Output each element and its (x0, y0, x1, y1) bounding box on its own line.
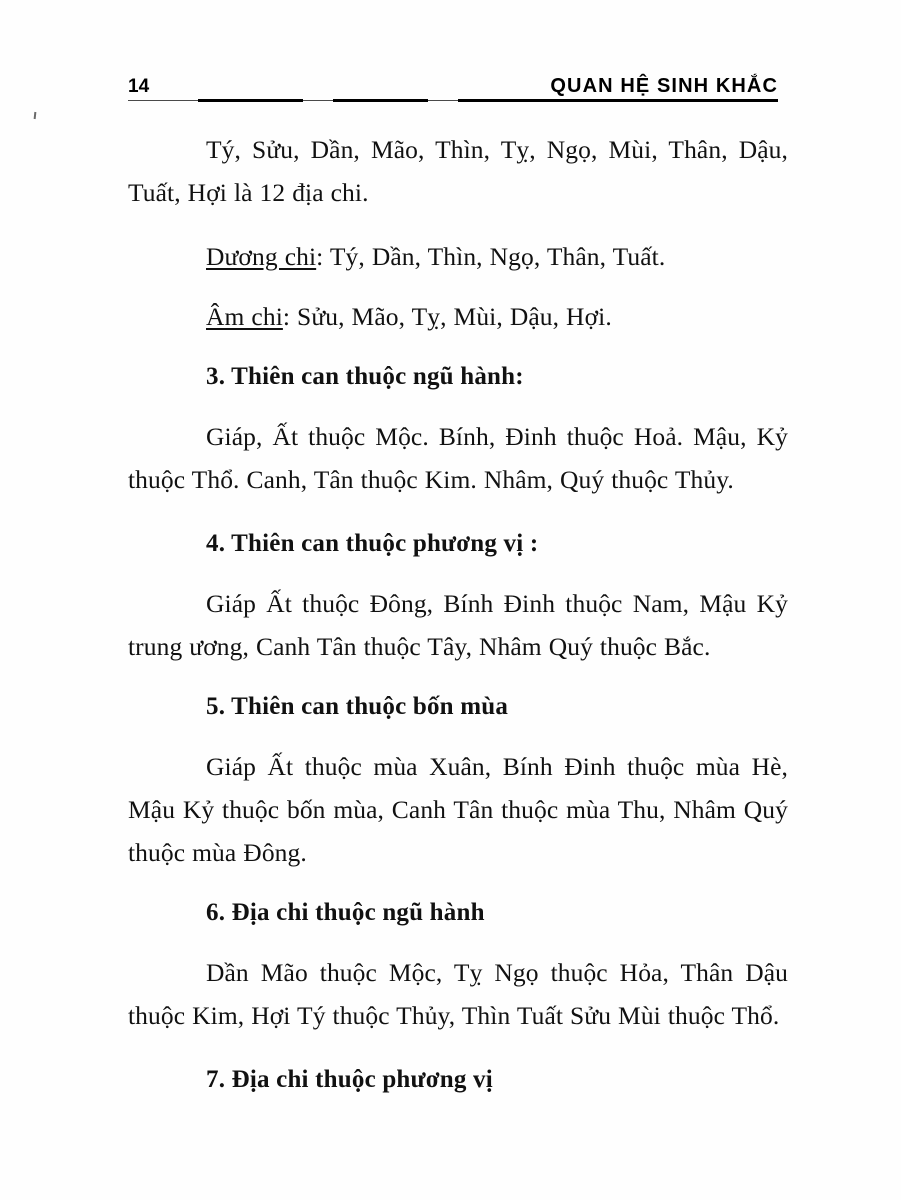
running-header (128, 62, 778, 96)
paragraph-twelve-branches: Tý, Sửu, Dần, Mão, Thìn, Tỵ, Ngọ, Mùi, Thân, Dậu, Tuất, Hợi là 12 địa chi. (128, 135, 788, 207)
header-rule-segment (198, 99, 303, 102)
yin-branches-label: Âm chi (206, 302, 283, 331)
header-rule-segment (458, 99, 778, 102)
header-rule (128, 99, 778, 103)
spacer (128, 668, 788, 685)
scan-artifact-speck (34, 112, 37, 119)
paragraph-section-3: Giáp, Ất thuộc Mộc. Bính, Đinh thuộc Hoả. Mậu, Kỷ thuộc Thổ. Canh, Tân thuộc Kim. Nhâm, Quý thuộc Thủy. (128, 422, 788, 494)
paragraph-yin-branches (128, 295, 788, 338)
yang-branches-list: : Tý, Dần, Thìn, Ngọ, Thân, Tuất. (316, 242, 666, 271)
page-content (128, 128, 788, 1101)
heading-section-7: 7. Địa chi thuộc phương vị (206, 1066, 493, 1093)
paragraph-section-5: Giáp Ất thuộc mùa Xuân, Bính Đinh thuộc mùa Hè, Mậu Kỷ thuộc bốn mùa, Canh Tân thuộc mùa Thu, Nhâm Quý thuộc mùa Đông. (128, 752, 788, 867)
spacer (128, 874, 788, 891)
spacer (128, 398, 788, 415)
yin-branches-list: : Sửu, Mão, Tỵ, Mùi, Dậu, Hợi. (282, 302, 612, 331)
spacer (128, 501, 788, 522)
paragraph-section-6: Dần Mão thuộc Mộc, Tỵ Ngọ thuộc Hỏa, Thân Dậu thuộc Kim, Hợi Tý thuộc Thủy, Thìn Tuất Sửu Mùi thuộc Thổ. (128, 958, 788, 1030)
heading-section-5: 5. Thiên can thuộc bốn mùa (206, 693, 509, 720)
spacer (128, 1037, 788, 1058)
heading-section-6: 6. Địa chi thuộc ngũ hành (206, 899, 485, 926)
running-title: QUAN HỆ SINH KHẮC (550, 75, 778, 97)
header-rule-segment (333, 99, 428, 102)
spacer (128, 728, 788, 745)
paragraph-section-4: Giáp Ất thuộc Đông, Bính Đinh thuộc Nam, Mậu Kỷ trung ương, Canh Tân thuộc Tây, Nhâm Quý thuộc Bắc. (128, 589, 788, 661)
spacer (128, 338, 788, 355)
spacer (128, 934, 788, 951)
yang-branches-label: Dương chi (206, 242, 317, 271)
spacer (128, 565, 788, 582)
page-number: 14 (128, 76, 150, 97)
heading-section-4: 4. Thiên can thuộc phương vị : (206, 530, 539, 557)
spacer (128, 214, 788, 235)
heading-section-3: 3. Thiên can thuộc ngũ hành: (206, 363, 524, 390)
paragraph-yang-branches (128, 235, 788, 278)
spacer (128, 278, 788, 295)
